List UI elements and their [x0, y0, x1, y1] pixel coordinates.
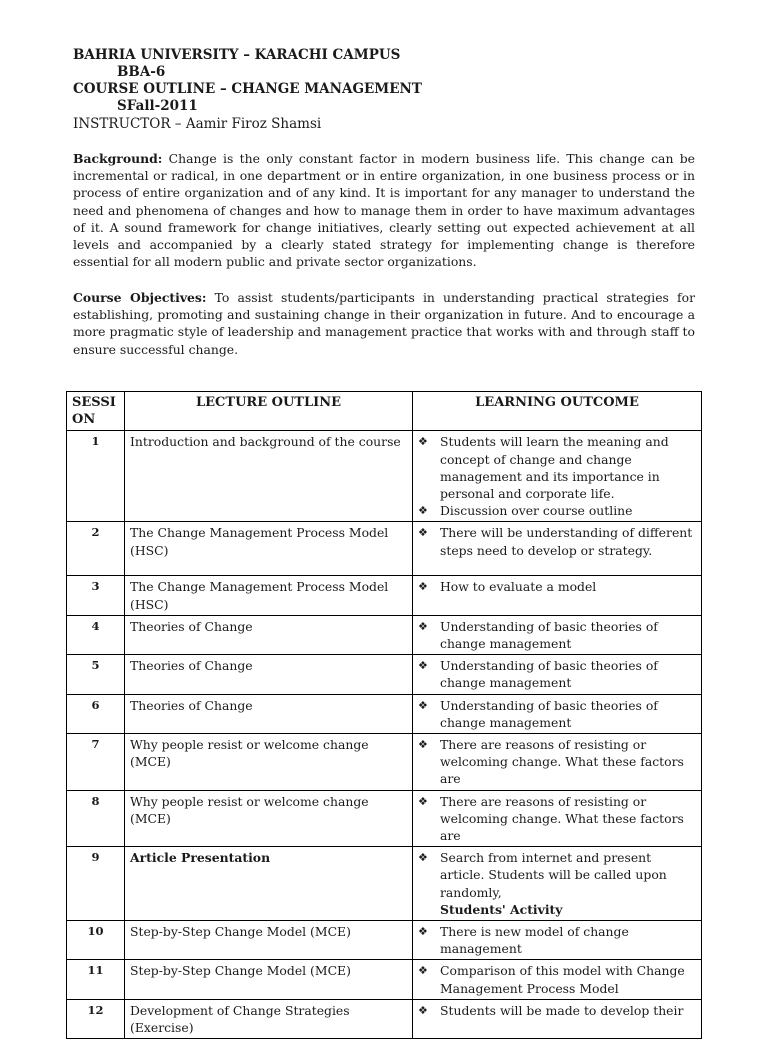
- table-row: [67, 655, 702, 694]
- outcome-bullet: [418, 849, 696, 901]
- lecture-outline-cell: Theories of Change: [125, 615, 413, 654]
- session-number: 11: [67, 960, 125, 999]
- table-row: [67, 431, 702, 522]
- learning-outcome-cell: [413, 576, 702, 615]
- outcome-bullet: [418, 524, 696, 558]
- table-header-row: [67, 392, 702, 431]
- table-row: [67, 790, 702, 847]
- outcome-text: How to evaluate a model: [440, 579, 597, 595]
- table-row: [67, 921, 702, 960]
- table-row: [67, 694, 702, 733]
- lecture-outline-cell: Introduction and background of the course: [125, 431, 413, 522]
- session-number: 6: [67, 694, 125, 733]
- objectives-label: Course Objectives:: [73, 290, 207, 305]
- lecture-outline-cell: Step-by-Step Change Model (MCE): [125, 960, 413, 999]
- instructor-line: INSTRUCTOR – Aamir Firoz Shamsi: [73, 116, 322, 132]
- learning-outcome-cell: [413, 734, 702, 791]
- learning-outcome-cell: [413, 615, 702, 654]
- outcome-bullet: [418, 962, 696, 996]
- diamond-bullet-icon: ❖: [418, 964, 428, 978]
- outcome-text: Students will be made to develop their: [440, 1002, 684, 1018]
- lecture-outline-cell: Why people resist or welcome change (MCE): [125, 790, 413, 847]
- learning-outcome-cell: [413, 431, 702, 522]
- learning-outcome-cell: [413, 655, 702, 694]
- lecture-outline-cell: Step-by-Step Change Model (MCE): [125, 921, 413, 960]
- outcome-bullet: [418, 578, 696, 595]
- session-number: 2: [67, 522, 125, 576]
- diamond-bullet-icon: ❖: [418, 794, 428, 808]
- learning-outcome-cell: [413, 790, 702, 847]
- session-number: 1: [67, 431, 125, 522]
- diamond-bullet-icon: ❖: [418, 619, 428, 633]
- session-header: SESSION: [67, 392, 125, 431]
- course-title-heading: COURSE OUTLINE – CHANGE MANAGEMENT: [73, 81, 422, 97]
- program-heading: BBA-6: [117, 64, 166, 80]
- learning-outcome-cell: [413, 522, 702, 576]
- table-row: [67, 615, 702, 654]
- lecture-outline-cell: Article Presentation: [125, 847, 413, 921]
- lecture-outline-cell: Theories of Change: [125, 655, 413, 694]
- university-heading: BAHRIA UNIVERSITY – KARACHI CAMPUS: [73, 47, 401, 63]
- table-row: [67, 960, 702, 999]
- outcome-bullet: [418, 433, 696, 502]
- outcome-bullet: [418, 657, 696, 691]
- diamond-bullet-icon: ❖: [418, 738, 428, 752]
- diamond-bullet-icon: ❖: [418, 659, 428, 673]
- session-number: 3: [67, 576, 125, 615]
- outcome-text: There are reasons of resisting or welcoming change. What these factors are: [440, 793, 684, 844]
- learning-outcome-cell: [413, 960, 702, 999]
- outcome-text: Comparison of this model with Change Management Process Model: [440, 963, 685, 996]
- session-number: 4: [67, 615, 125, 654]
- lecture-outline-cell: Why people resist or welcome change (MCE): [125, 734, 413, 791]
- outcome-header: LEARNING OUTCOME: [413, 392, 702, 431]
- lecture-outline-cell: The Change Management Process Model (HSC): [125, 576, 413, 615]
- table-row: [67, 999, 702, 1038]
- diamond-bullet-icon: ❖: [418, 504, 428, 518]
- outcome-text: There is new model of change management: [440, 924, 629, 957]
- semester-heading: SFall-2011: [117, 98, 198, 114]
- table-row: [67, 734, 702, 791]
- outcome-bullet: [418, 736, 696, 788]
- lecture-outline-cell: The Change Management Process Model (HSC): [125, 522, 413, 576]
- diamond-bullet-icon: ❖: [418, 580, 428, 594]
- objectives-text: To assist students/participants in understanding practical strategies for establishing, promoting and sustaining change in their organization in future. And to encourage a more pragmatic style of leadership and management practice that works with and through staff to ensure successful change.: [73, 290, 695, 357]
- lecture-header: LECTURE OUTLINE: [125, 392, 413, 431]
- outcome-text: Understanding of basic theories of change management: [440, 618, 658, 652]
- outcome-bullet: [418, 502, 696, 519]
- outcome-text: Understanding of basic theories of change management: [440, 658, 658, 691]
- diamond-bullet-icon: ❖: [418, 851, 428, 865]
- session-number: 10: [67, 921, 125, 960]
- outcome-text: Students will learn the meaning and concept of change and change management and its importance in personal and corporate life.: [440, 434, 669, 502]
- outcome-text: There will be understanding of different steps need to develop or strategy.: [440, 525, 693, 558]
- outcome-bullet: [418, 697, 696, 731]
- session-number: 9: [67, 847, 125, 921]
- background-paragraph: [73, 150, 695, 270]
- table-row: [67, 522, 702, 576]
- lecture-outline-cell: Theories of Change: [125, 694, 413, 733]
- outcome-bullet: [418, 793, 696, 845]
- diamond-bullet-icon: ❖: [418, 435, 428, 449]
- outcome-bullet: [418, 618, 696, 652]
- outcome-text: Understanding of basic theories of change management: [440, 697, 658, 730]
- diamond-bullet-icon: ❖: [418, 698, 428, 712]
- objectives-paragraph: [73, 289, 695, 358]
- diamond-bullet-icon: ❖: [418, 1003, 428, 1017]
- session-table: [66, 391, 702, 1039]
- outcome-bullet: [418, 923, 696, 957]
- table-row: [67, 576, 702, 615]
- session-number: 5: [67, 655, 125, 694]
- background-label: Background:: [73, 151, 163, 166]
- learning-outcome-cell: [413, 999, 702, 1038]
- outcome-text: Search from internet and present article. Students will be called upon randomly,: [440, 850, 667, 900]
- table-body: [67, 431, 702, 1039]
- learning-outcome-cell: [413, 694, 702, 733]
- outcome-activity-note: Students' Activity: [440, 901, 563, 917]
- learning-outcome-cell: [413, 921, 702, 960]
- session-number: 12: [67, 999, 125, 1038]
- outcome-text: There are reasons of resisting or welcoming change. What these factors are: [440, 737, 684, 787]
- diamond-bullet-icon: ❖: [418, 925, 428, 939]
- session-number: 8: [67, 790, 125, 847]
- background-text: Change is the only constant factor in modern business life. This change can be incremental or radical, in one department or in entire organization, in one business process or in process of entire organization and of any kind. It is important for any manager to understand the need and phenomena of changes and how to manage them in order to have maximum advantages of it. A sound framework for change initiatives, clearly setting out expected achievement at all levels and accompanied by a clearly stated strategy for implementing change is therefore essential for all modern public and private sector organizations.: [73, 151, 695, 270]
- lecture-outline-cell: Development of Change Strategies (Exercise): [125, 999, 413, 1038]
- outcome-text: Discussion over course outline: [440, 503, 633, 519]
- table-row: [67, 847, 702, 921]
- outcome-bullet: [418, 1002, 696, 1019]
- session-number: 7: [67, 734, 125, 791]
- diamond-bullet-icon: ❖: [418, 526, 428, 540]
- learning-outcome-cell: [413, 847, 702, 921]
